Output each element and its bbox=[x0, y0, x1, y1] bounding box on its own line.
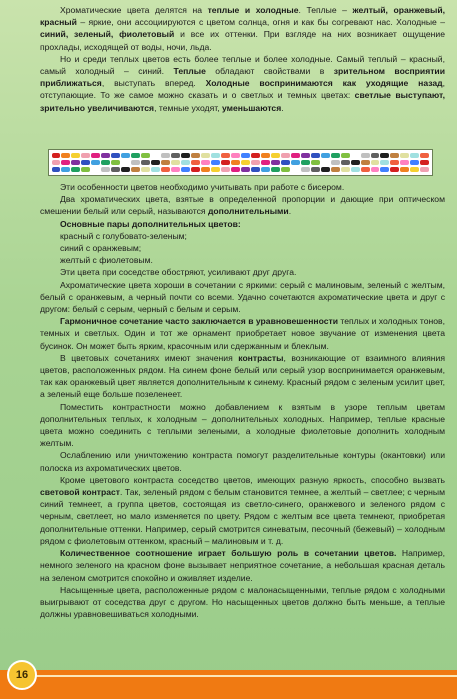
bead bbox=[91, 153, 100, 158]
bold-text: теплые и холодные bbox=[207, 5, 299, 15]
bead-column bbox=[61, 150, 71, 175]
bead bbox=[111, 160, 120, 165]
text-run: . bbox=[288, 206, 292, 217]
bead-column bbox=[420, 150, 430, 175]
bead bbox=[390, 153, 399, 158]
bead bbox=[221, 160, 230, 165]
bold-text: светлые выступают, зрительно увеличиваются bbox=[40, 90, 446, 113]
bead-column bbox=[310, 150, 320, 175]
bead bbox=[141, 167, 150, 172]
bead bbox=[111, 167, 120, 172]
text-run: Насыщенные цвета, расположенные рядом с малонасыщенными, теплые рядом с холодными выигрывают от соседства друг с другом. Но насыщенных цветов должно быть меньше, а теплые должны уравновешиваться холодными. bbox=[40, 584, 445, 620]
text-run: , темные уходят, bbox=[154, 102, 222, 113]
bead bbox=[221, 167, 230, 172]
bead bbox=[331, 167, 340, 172]
bead bbox=[71, 160, 80, 165]
bead bbox=[191, 167, 200, 172]
text-run: Эти особенности цветов необходимо учитывать при работе с бисером. bbox=[60, 182, 345, 192]
paragraph bbox=[40, 181, 445, 193]
bead bbox=[321, 153, 330, 158]
bead bbox=[420, 153, 429, 158]
bead bbox=[301, 160, 310, 165]
bead bbox=[81, 160, 90, 165]
bead bbox=[351, 160, 360, 165]
bead bbox=[231, 167, 240, 172]
bold-text: Гармоничное сочетание часто заключается в уравновешенности bbox=[60, 316, 338, 327]
bead bbox=[261, 153, 270, 158]
bead bbox=[420, 160, 429, 165]
paragraph bbox=[40, 242, 445, 254]
bead-column bbox=[300, 150, 310, 175]
text-run: . Теплые – bbox=[298, 5, 353, 15]
bead bbox=[390, 160, 399, 165]
bead-column bbox=[410, 150, 420, 175]
text-run: обладают свойствами в bbox=[205, 66, 334, 77]
text-run: желтый с фиолетовым. bbox=[60, 255, 153, 266]
bead bbox=[351, 153, 360, 158]
paragraph bbox=[40, 352, 445, 401]
bead-column bbox=[191, 150, 201, 175]
text-run: , возникающие от взаимного влияния цветов, расположенных рядом. На синем фоне белый или серый узор воспринимается оранжевым, так как оранжевый цвет является дополнительным к синему. Красный рядом с зеленым усилит цвет, а зеленый еще больше позеленеет. bbox=[40, 352, 445, 400]
bead bbox=[261, 167, 270, 172]
bead bbox=[201, 167, 210, 172]
bold-text: световой контраст bbox=[40, 487, 121, 498]
bead bbox=[131, 153, 140, 158]
bead bbox=[361, 160, 370, 165]
bead bbox=[420, 167, 429, 172]
text-run: Кроме цветового контраста соседство цветов, имеющих разную яркость, способно вызвать bbox=[60, 474, 445, 485]
bead bbox=[400, 160, 409, 165]
bead bbox=[251, 153, 260, 158]
bead-column bbox=[161, 150, 171, 175]
bead bbox=[131, 167, 140, 172]
bead bbox=[231, 160, 240, 165]
paragraph bbox=[40, 230, 445, 242]
text-run: , отступающие. То же самое можно сказать и о светлых и темных цветах: bbox=[40, 78, 445, 101]
bead-column bbox=[240, 150, 250, 175]
bead bbox=[311, 167, 320, 172]
bead-column bbox=[181, 150, 191, 175]
bead bbox=[380, 153, 389, 158]
bead bbox=[331, 153, 340, 158]
bold-text: зрительном восприятии приближаться bbox=[40, 66, 446, 89]
bead-column bbox=[340, 150, 350, 175]
paragraph bbox=[40, 266, 445, 278]
bead-column bbox=[121, 150, 131, 175]
bead bbox=[380, 167, 389, 172]
bead bbox=[341, 153, 350, 158]
bead bbox=[171, 167, 180, 172]
text-run: Ахроматические цвета хороши в сочетании с яркими: серый с малиновым, зеленый с желтым, белый с оранжевым, а черный почти со всеми. Удачно сочетаются ахроматические цвета и друг с другом: белый с серым, черный с белым и серым. bbox=[40, 279, 445, 315]
text-run: Поместить контрастности можно добавлением к взятым в узоре теплым цветам дополнительных теплых, к холодным – дополнительных холодных. Например, теплые красные цвета можно соединить с теплыми зелеными, а холодные фиолетовые дополнить холодным желтым. bbox=[40, 401, 445, 449]
bead bbox=[151, 160, 160, 165]
bold-text: Теплые bbox=[173, 66, 206, 77]
bead bbox=[400, 167, 409, 172]
bead-column bbox=[390, 150, 400, 175]
bead-column bbox=[230, 150, 240, 175]
bead bbox=[261, 160, 270, 165]
bead-column bbox=[360, 150, 370, 175]
bead-column bbox=[260, 150, 270, 175]
bead bbox=[251, 167, 260, 172]
bead bbox=[171, 160, 180, 165]
bead bbox=[361, 167, 370, 172]
bead bbox=[191, 153, 200, 158]
bead bbox=[101, 160, 110, 165]
text-run: . Так, зеленый рядом с белым становится темнее, а желтый – светлее; с черным синий темнеет, а группа цветов, состоящая из светло-синего, оранжевого и зеленого рядом с черным, светлеет, но мало изменяется по цвету. Рядом с желтым все цвета темнеют, приобретая дополнительные оттенки. Например, серый смотрится синеватым, песочный (бежевый) – холодным рядом с фиолетовым оттенком, красный – малиновым и т. д. bbox=[40, 487, 445, 546]
bead-column bbox=[290, 150, 300, 175]
bead bbox=[281, 153, 290, 158]
bead bbox=[390, 167, 399, 172]
bead bbox=[311, 160, 320, 165]
bead bbox=[291, 160, 300, 165]
paragraph bbox=[40, 547, 445, 584]
bead bbox=[151, 153, 160, 158]
bead bbox=[61, 153, 70, 158]
bead bbox=[151, 167, 160, 172]
bead-column bbox=[171, 150, 181, 175]
bold-text: Основные пары дополнительных цветов: bbox=[60, 218, 241, 229]
bead bbox=[281, 167, 290, 172]
bead bbox=[380, 160, 389, 165]
bead bbox=[221, 153, 230, 158]
text-run: . bbox=[281, 102, 284, 113]
bead bbox=[400, 153, 409, 158]
bead-column bbox=[211, 150, 221, 175]
bead-column bbox=[350, 150, 360, 175]
bold-text: контрасты bbox=[238, 352, 284, 363]
bead bbox=[171, 153, 180, 158]
bead-column bbox=[141, 150, 151, 175]
bead bbox=[181, 167, 190, 172]
bead bbox=[331, 160, 340, 165]
text-run: и все их оттенки. При взгляде на них возникает ощущение прохлады, исходящей от воды, ночи, льда. bbox=[40, 29, 445, 52]
bead bbox=[61, 160, 70, 165]
text-block-bottom bbox=[40, 181, 445, 620]
bead bbox=[131, 160, 140, 165]
bead bbox=[121, 160, 130, 165]
bead bbox=[111, 153, 120, 158]
text-run: синий с оранжевым; bbox=[60, 243, 142, 254]
bead bbox=[281, 160, 290, 165]
bead bbox=[71, 153, 80, 158]
bead bbox=[81, 167, 90, 172]
bold-text: Количественное соотношение играет большую роль в сочетании цветов. bbox=[60, 548, 397, 559]
bead-column bbox=[51, 150, 61, 175]
bead bbox=[101, 153, 110, 158]
paragraph bbox=[40, 254, 445, 266]
bead-column bbox=[220, 150, 230, 175]
bead bbox=[321, 167, 330, 172]
bead bbox=[201, 160, 210, 165]
paragraph bbox=[40, 193, 445, 217]
bead bbox=[351, 167, 360, 172]
text-run: Два хроматических цвета, взятые в определенной пропорции и дающие при оптическом смешении белый или серый, называются bbox=[40, 194, 445, 217]
bead-column bbox=[131, 150, 141, 175]
bead-column bbox=[280, 150, 290, 175]
text-run: , выступать вперед. bbox=[101, 78, 206, 89]
bead bbox=[121, 167, 130, 172]
text-run: Ослаблению или уничтожению контраста помогут разделительные контуры (окантовки) или полоска из ахроматических цветов. bbox=[40, 450, 445, 473]
bead-column bbox=[201, 150, 211, 175]
bold-text: дополнительными bbox=[207, 206, 289, 217]
bead bbox=[211, 153, 220, 158]
bold-text: синий, зеленый, фиолетовый bbox=[40, 29, 175, 40]
bold-text: уменьшаются bbox=[221, 102, 282, 113]
bead-column bbox=[91, 150, 101, 175]
bead-column bbox=[71, 150, 81, 175]
bead bbox=[161, 160, 170, 165]
bead-column bbox=[111, 150, 121, 175]
bead-column bbox=[320, 150, 330, 175]
bead bbox=[91, 167, 100, 172]
bead bbox=[211, 160, 220, 165]
bead bbox=[81, 153, 90, 158]
bead bbox=[91, 160, 100, 165]
bead bbox=[361, 153, 370, 158]
bead-column bbox=[400, 150, 410, 175]
bead bbox=[271, 167, 280, 172]
text-run: Эти цвета при соседстве обостряют, усиливают друг друга. bbox=[60, 267, 297, 278]
bead bbox=[52, 167, 61, 172]
bead bbox=[291, 167, 300, 172]
bead-column bbox=[270, 150, 280, 175]
text-run: Но и среди теплых цветов есть более теплые и более холодные. Самый теплый – красный, самый холодный – синий. bbox=[40, 53, 445, 77]
bead bbox=[301, 153, 310, 158]
paragraph bbox=[40, 584, 445, 621]
bead bbox=[311, 153, 320, 158]
bead bbox=[371, 160, 380, 165]
bead bbox=[191, 160, 200, 165]
bead-color-strip-image bbox=[48, 149, 433, 176]
bead bbox=[271, 160, 280, 165]
bead bbox=[271, 153, 280, 158]
bead bbox=[341, 167, 350, 172]
bead bbox=[141, 160, 150, 165]
bead bbox=[410, 167, 419, 172]
bead bbox=[52, 153, 61, 158]
bead bbox=[101, 167, 110, 172]
bead bbox=[410, 160, 419, 165]
bead bbox=[181, 160, 190, 165]
bottom-decorative-line bbox=[36, 675, 457, 677]
text-run: красный с голубовато-зеленым; bbox=[60, 230, 187, 241]
bead-column bbox=[380, 150, 390, 175]
page-number: 16 bbox=[7, 660, 37, 690]
bead bbox=[121, 153, 130, 158]
paragraph bbox=[40, 401, 445, 450]
bead-column bbox=[370, 150, 380, 175]
bead-column bbox=[330, 150, 340, 175]
bead bbox=[52, 160, 61, 165]
bead bbox=[161, 153, 170, 158]
bead bbox=[251, 160, 260, 165]
paragraph bbox=[40, 449, 445, 473]
bead bbox=[301, 167, 310, 172]
bead bbox=[141, 153, 150, 158]
bead-column bbox=[250, 150, 260, 175]
text-run: Хроматические цвета делятся на bbox=[60, 5, 208, 15]
bead bbox=[341, 160, 350, 165]
bead-column bbox=[81, 150, 91, 175]
bead bbox=[371, 167, 380, 172]
bead bbox=[321, 160, 330, 165]
bead bbox=[410, 153, 419, 158]
text-block-top bbox=[40, 4, 445, 114]
bold-text: желтый, оранжевый, красный bbox=[40, 5, 445, 28]
text-run: теплых и холодных тонов, темных и светлых. Один и тот же орнамент приобретает новое звучание от изменения цвета бусинок. Он может быть ярким, красочным или сдержанным и блеклым. bbox=[40, 316, 445, 351]
bead bbox=[211, 167, 220, 172]
bead bbox=[241, 167, 250, 172]
bead bbox=[241, 153, 250, 158]
bead bbox=[181, 153, 190, 158]
paragraph bbox=[40, 53, 445, 114]
bold-text: Холодные воспринимаются как уходящие назад bbox=[205, 78, 443, 89]
bead bbox=[291, 153, 300, 158]
text-run: Например, немного зеленого на красном фоне вызывает неприятное сочетание, а небольшая красная деталь на зеленом смотрится спокойно и оживляет изделие. bbox=[40, 548, 445, 583]
text-run: – яркие, они ассоциируются с цветом солнца, огня и как бы согревают нас. Холодные – bbox=[76, 17, 445, 28]
paragraph bbox=[40, 4, 445, 53]
text-run: В цветовых сочетаниях имеют значения bbox=[60, 352, 239, 363]
bead-column bbox=[101, 150, 111, 175]
paragraph bbox=[40, 315, 445, 352]
bead bbox=[231, 153, 240, 158]
bead bbox=[201, 153, 210, 158]
bead bbox=[161, 167, 170, 172]
paragraph bbox=[40, 279, 445, 316]
bead bbox=[61, 167, 70, 172]
bead bbox=[371, 153, 380, 158]
bead bbox=[241, 160, 250, 165]
bead bbox=[71, 167, 80, 172]
paragraph bbox=[40, 218, 445, 230]
paragraph bbox=[40, 474, 445, 547]
bead-column bbox=[151, 150, 161, 175]
